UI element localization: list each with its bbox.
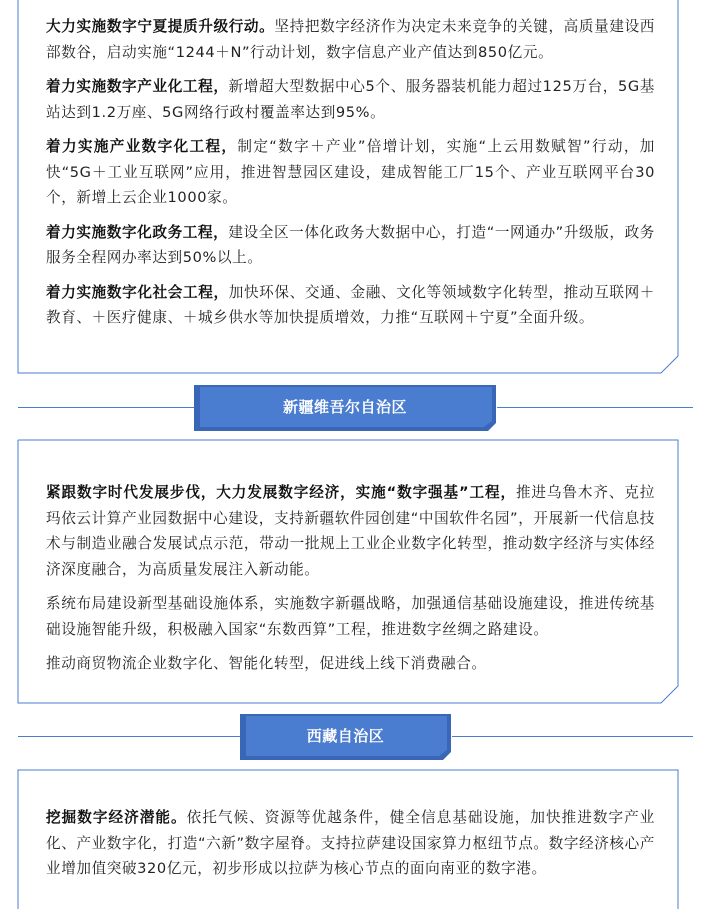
xizang-panel <box>18 770 679 910</box>
ningxia-para-1: 大力实施数字宁夏提质升级行动。坚持把数字经济作为决定未来竞争的关键，高质量建设西部数谷，启动实施“1244＋N”行动计划，数字信息产业产值达到850亿元。 <box>46 18 655 61</box>
ningxia-para-5: 着力实施数字化社会工程，加快环保、交通、金融、文化等领域数字化转型，推动互联网＋教育、＋医疗健康、＋城乡供水等加快提质增效，力推“互联网＋宁夏”全面升级。 <box>46 283 656 326</box>
xizang-para-1: 挖掘数字经济潜能。依托气候、资源等优越条件，健全信息基础设施，加快推进数字产业化、产业数字化，打造“六新”数字屋脊。支持拉萨建设国家算力枢纽节点。数字经济核心产业增加值突破320亿元，初步形成以拉萨为核心节点的面向南亚的数字港。 <box>46 809 655 877</box>
header-rule-right <box>452 736 693 737</box>
ningxia-para-3: 着力实施产业数字化工程，制定“数字＋产业”倍增计划，实施“上云用数赋智”行动，加快“5G＋工业互联网”应用，推进智慧园区建设，建成智能工厂15个、产业互联网平台30个，新增上云企业1000家。 <box>46 138 656 206</box>
xizang-header-tab <box>240 714 451 760</box>
header-rule-left <box>18 407 194 408</box>
xinjiang-header-title: 新疆维吾尔自治区 <box>282 398 407 416</box>
xinjiang-para-2: 系统布局建设新型基础设施体系，实施数字新疆战略，加强通信基础设施建设，推进传统基础设施智能升级，积极融入国家“东数西算”工程，推进数字丝绸之路建设。 <box>46 595 655 638</box>
ningxia-content <box>46 14 655 340</box>
xinjiang-para-3: 推动商贸物流企业数字化、智能化转型，促进线上线下消费融合。 <box>46 655 487 672</box>
ningxia-panel <box>18 0 679 374</box>
xinjiang-header-tab <box>194 385 496 431</box>
xinjiang-panel <box>18 440 679 704</box>
xizang-section-header <box>0 714 701 760</box>
header-rule-left <box>18 736 240 737</box>
xinjiang-content <box>46 480 655 686</box>
ningxia-para-4: 着力实施数字化政务工程，建设全区一体化政务大数据中心，打造“一网通办”升级版，政务服务全程网办率达到50%以上。 <box>46 223 655 266</box>
header-rule-right <box>497 407 693 408</box>
xizang-header-title: 西藏自治区 <box>306 727 385 745</box>
xizang-content <box>46 805 655 891</box>
xinjiang-para-1: 紧跟数字时代发展步伐，大力发展数字经济，实施“数字强基”工程，推进乌鲁木齐、克拉玛依云计算产业园数据中心建设，支持新疆软件园创建“中国软件名园”，开展新一代信息技术与制造业融合发展试点示范，带动一批规上工业企业数字化转型，推动数字经济与实体经济深度融合，为高质量发展注入新动能。 <box>46 484 655 578</box>
ningxia-para-2: 着力实施数字产业化工程，新增超大型数据中心5个、服务器装机能力超过125万台，5G基站达到1.2万座、5G网络行政村覆盖率达到95%。 <box>46 78 655 121</box>
xinjiang-section-header <box>0 385 701 431</box>
